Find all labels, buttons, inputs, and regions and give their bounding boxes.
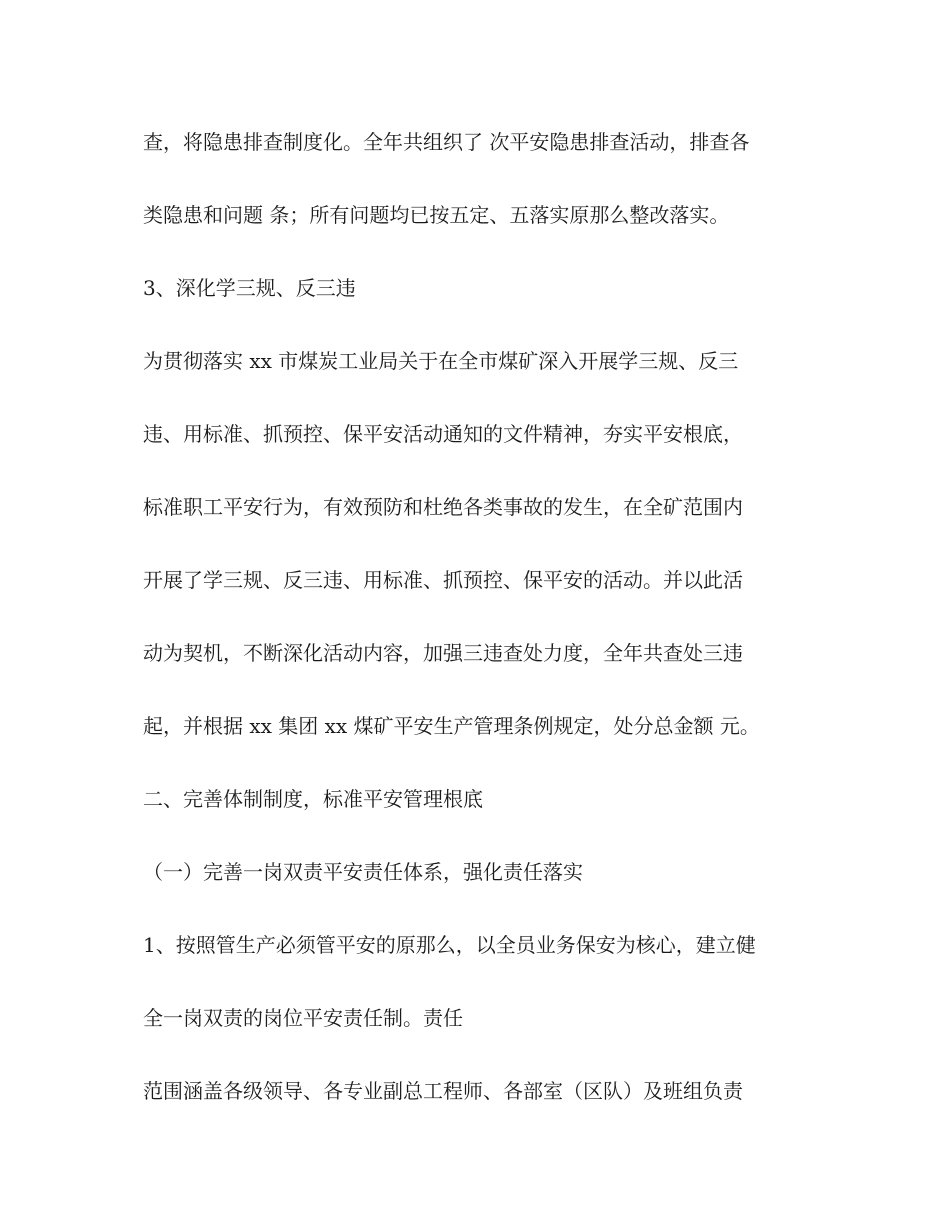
paragraph-line: 查，将隐患排查制度化。全年共组织了 次平安隐患排查活动，排查各 — [143, 130, 750, 154]
paragraph-line: 起，并根据 xx 集团 xx 煤矿平安生产管理条例规定，处分总金额 元。 — [143, 714, 760, 738]
section-heading: 二、完善体制制度，标准平安管理根底 — [143, 787, 483, 811]
subsection-heading: （一）完善一岗双责平安责任体系，强化责任落实 — [143, 860, 583, 884]
paragraph-line: 开展了学三规、反三违、用标准、抓预控、保平安的活动。并以此活 — [143, 568, 743, 592]
paragraph-line: 为贯彻落实 xx 市煤炭工业局关于在全市煤矿深入开展学三规、反三 — [143, 349, 739, 373]
paragraph-line: 1、按照管生产必须管平安的原那么，以全员业务保安为核心，建立健 — [143, 933, 756, 957]
paragraph-line: 全一岗双责的岗位平安责任制。责任 — [143, 1006, 463, 1030]
section-heading: 3、深化学三规、反三违 — [143, 276, 356, 300]
paragraph-line: 动为契机，不断深化活动内容，加强三违查处力度，全年共查处三违 — [143, 641, 743, 665]
paragraph-line: 范围涵盖各级领导、各专业副总工程师、各部室（区队）及班组负责 — [143, 1079, 743, 1103]
paragraph-line: 类隐患和问题 条；所有问题均已按五定、五落实原那么整改落实。 — [143, 203, 730, 227]
paragraph-line: 标准职工平安行为，有效预防和杜绝各类事故的发生，在全矿范围内 — [143, 495, 743, 519]
paragraph-line: 违、用标准、抓预控、保平安活动通知的文件精神，夯实平安根底， — [143, 422, 743, 446]
